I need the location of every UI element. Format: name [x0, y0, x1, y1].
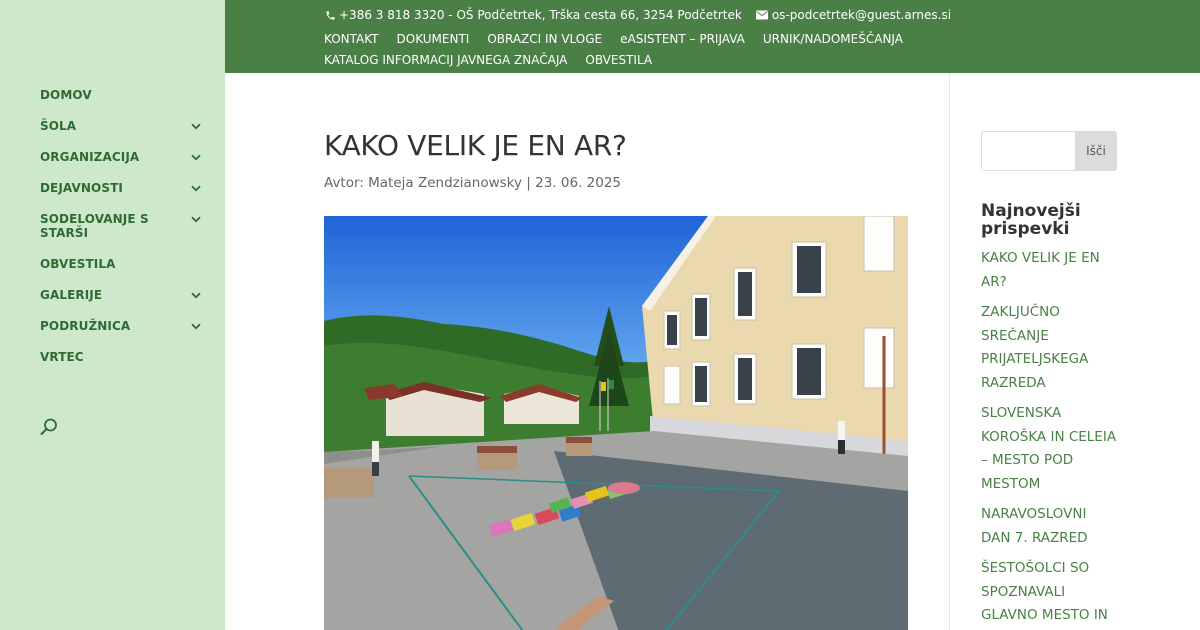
top-header: [225, 0, 1200, 73]
chevron-down-icon[interactable]: [188, 119, 204, 133]
chevron-down-icon[interactable]: [188, 181, 204, 195]
sidebar-item-label: DOMOV: [40, 88, 92, 102]
top-nav-link[interactable]: OBVESTILA: [585, 52, 653, 67]
recent-post-link[interactable]: NARAVOSLOVNI DAN 7. RAZRED: [981, 506, 1088, 546]
main-navigation: [40, 88, 210, 381]
phone-icon: [324, 9, 337, 22]
sidebar-item-2[interactable]: [40, 150, 210, 164]
sidebar-item-7[interactable]: [40, 319, 210, 333]
sidebar-item-6[interactable]: [40, 288, 210, 302]
sidebar-item-4[interactable]: [40, 212, 210, 240]
top-nav-link[interactable]: DOKUMENTI: [396, 31, 470, 46]
search-button[interactable]: Išči: [1075, 131, 1117, 171]
chevron-down-icon[interactable]: [188, 150, 204, 164]
contact-info: [324, 8, 951, 22]
right-sidebar: [981, 131, 1121, 630]
sidebar-item-1[interactable]: [40, 119, 210, 133]
sidebar-item-label: ORGANIZACIJA: [40, 150, 140, 164]
search-icon[interactable]: [39, 417, 59, 437]
sidebar-divider: [949, 73, 950, 630]
post-featured-image: [324, 216, 908, 630]
contact-text: +386 3 818 3320 - OŠ Podčetrtek, Trška cesta 66, 3254 Podčetrtek: [339, 8, 742, 22]
sidebar-item-3[interactable]: [40, 181, 210, 195]
recent-post-link[interactable]: ŠESTOŠOLCI SO SPOZNAVALI GLAVNO MESTO IN: [981, 560, 1108, 623]
post-date: 23. 06. 2025: [535, 175, 622, 191]
recent-post-link[interactable]: SLOVENSKA KOROŠKA IN CELEIA – MESTO POD MESTOM: [981, 405, 1117, 492]
top-navigation: [324, 28, 964, 70]
search-input[interactable]: [981, 131, 1075, 171]
recent-post-link[interactable]: ZAKLJUČNO SREČANJE PRIJATELJSKEGA RAZREDA: [981, 304, 1089, 391]
sidebar-search: [981, 131, 1117, 171]
top-nav-link[interactable]: OBRAZCI IN VLOGE: [487, 31, 603, 46]
sidebar-item-label: VRTEC: [40, 350, 84, 364]
recent-posts-list: [981, 247, 1121, 628]
top-nav-link[interactable]: eASISTENT – PRIJAVA: [620, 31, 745, 46]
sidebar-item-label: ŠOLA: [40, 119, 77, 133]
sidebar-item-label: SODELOVANJE S STARŠI: [40, 212, 149, 240]
sidebar-item-0[interactable]: [40, 88, 210, 102]
top-nav-link[interactable]: URNIK/NADOMEŠČANJA: [762, 31, 903, 46]
chevron-down-icon[interactable]: [188, 319, 204, 333]
post-meta: [324, 175, 908, 191]
top-nav-link[interactable]: KONTAKT: [324, 31, 379, 46]
sidebar-item-label: GALERIJE: [40, 288, 103, 302]
post-title: KAKO VELIK JE EN AR?: [324, 129, 627, 162]
left-sidebar: [0, 0, 225, 630]
sidebar-item-8[interactable]: [40, 350, 210, 364]
recent-posts-title: Najnovejši prispevki: [981, 201, 1081, 239]
sidebar-item-label: PODRUŽNICA: [40, 319, 131, 333]
sidebar-item-label: OBVESTILA: [40, 257, 116, 271]
sidebar-item-5[interactable]: [40, 257, 210, 271]
top-nav-row-1: [324, 28, 964, 49]
top-nav-link[interactable]: KATALOG INFORMACIJ JAVNEGA ZNAČAJA: [324, 52, 568, 67]
top-nav-row-2: [324, 49, 964, 70]
author-prefix: Avtor:: [324, 175, 369, 191]
meta-separator: |: [521, 175, 536, 191]
post-content: [324, 128, 908, 191]
email-link[interactable]: os-podcetrtek@guest.arnes.si: [771, 8, 952, 22]
chevron-down-icon[interactable]: [188, 212, 204, 226]
envelope-icon: [756, 9, 769, 22]
chevron-down-icon[interactable]: [188, 288, 204, 302]
author-link[interactable]: Mateja Zendzianowsky: [368, 175, 522, 191]
sidebar-item-label: DEJAVNOSTI: [40, 181, 123, 195]
recent-post-link[interactable]: KAKO VELIK JE EN AR?: [981, 250, 1100, 290]
